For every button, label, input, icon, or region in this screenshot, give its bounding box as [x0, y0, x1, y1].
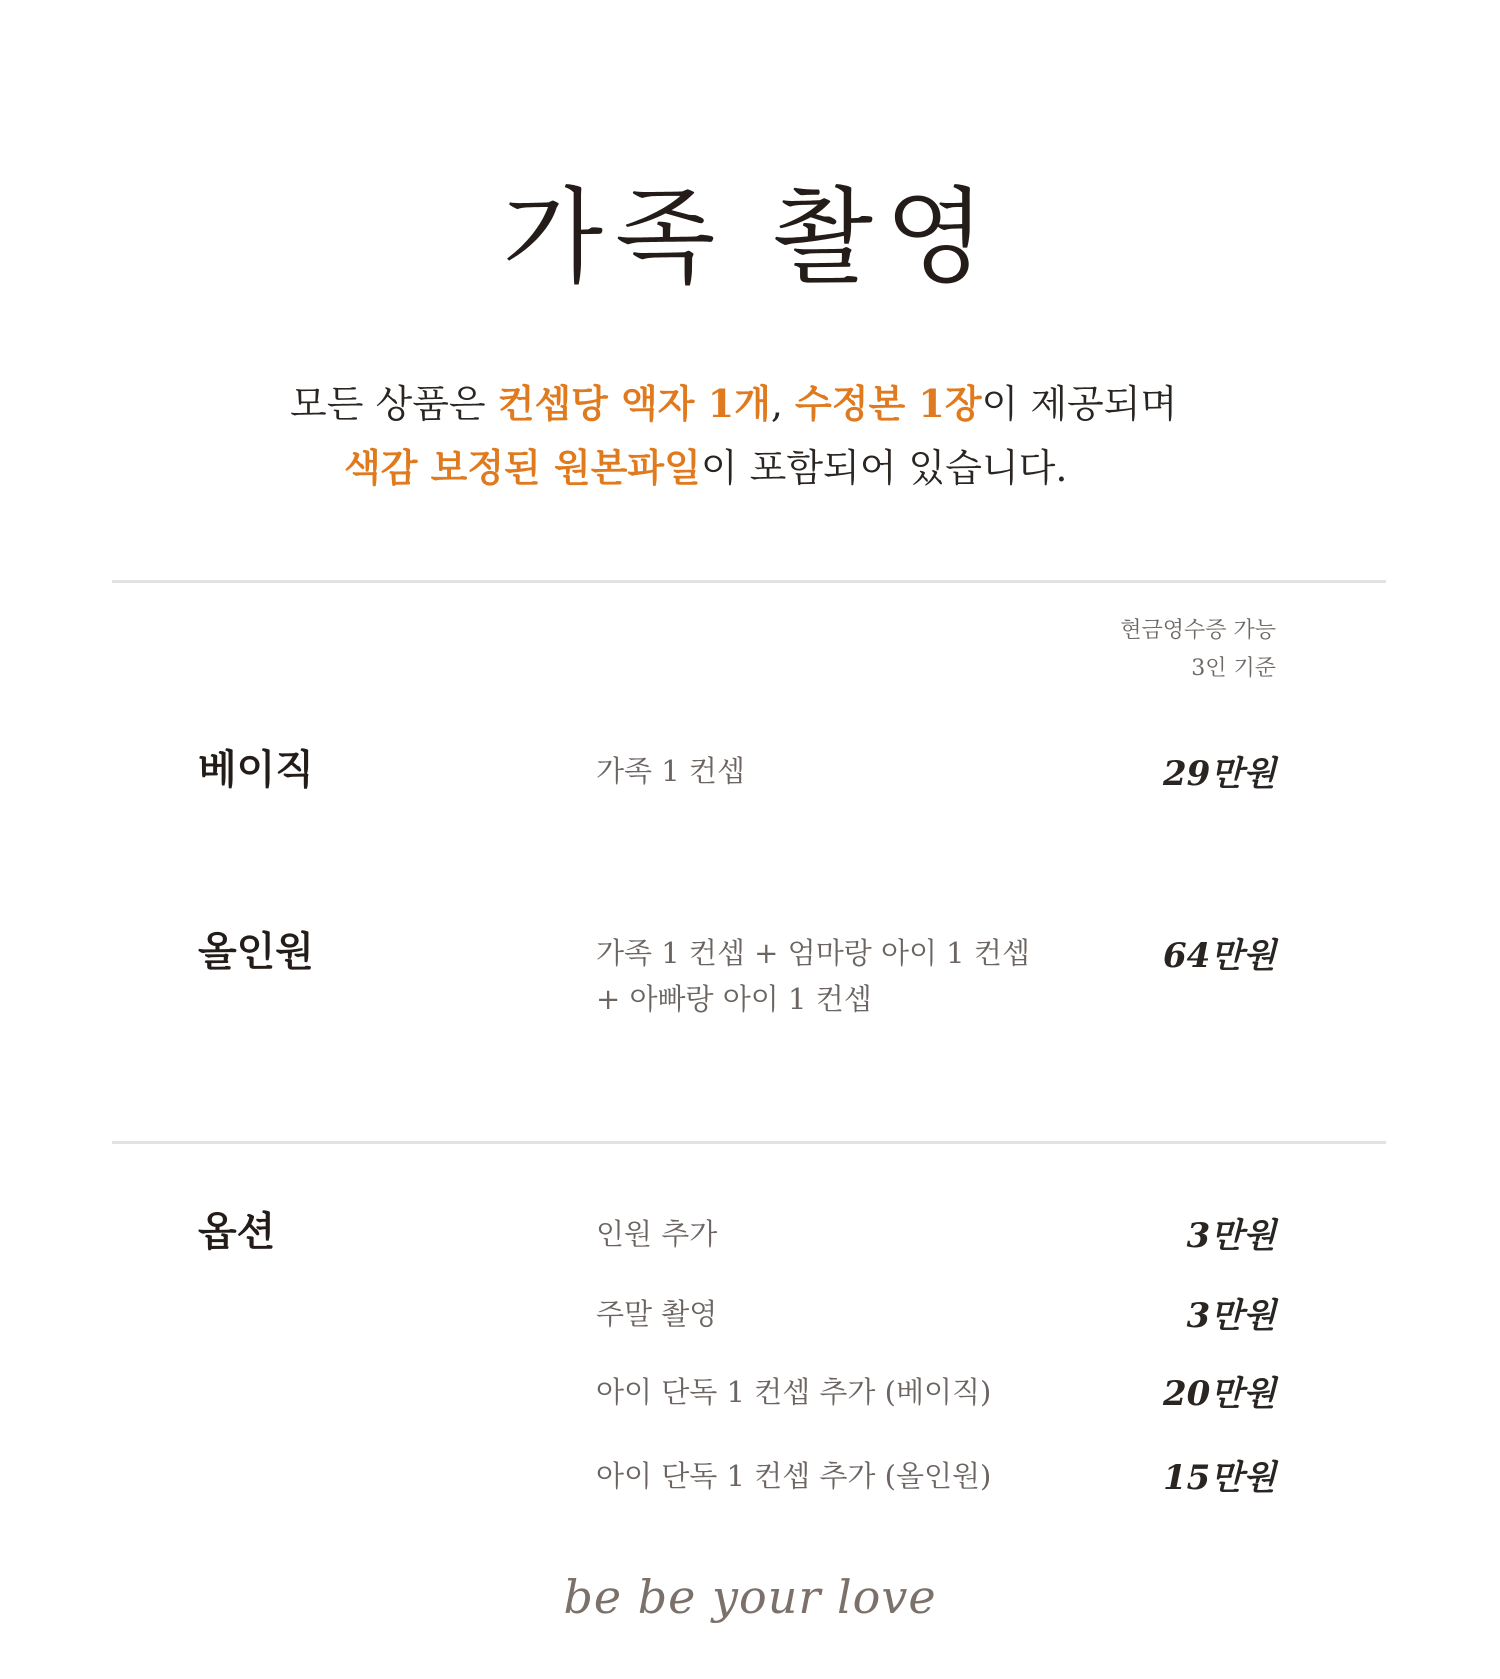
option-price: 3만원 [1186, 1216, 1276, 1256]
package-allinone-name: 올인원 [198, 928, 314, 975]
intro-line-2 [344, 436, 1067, 500]
cash-receipt-note: 현금영수증 가능 [1120, 618, 1276, 643]
package-basic-price: 29만원 [1162, 754, 1276, 794]
option-label: 아이 단독 1 컨셉 추가 (베이직) [596, 1375, 992, 1409]
intro-highlight: 수정본 1장 [795, 381, 982, 426]
package-basic-desc [596, 748, 745, 794]
package-desc-line: 가족 1 컨셉 [596, 754, 745, 788]
package-allinone-desc [596, 930, 1030, 1022]
basis-note: 3인 기준 [1191, 656, 1276, 681]
intro-segment: 이 제공되며 [981, 382, 1178, 426]
option-label: 아이 단독 1 컨셉 추가 (올인원) [596, 1459, 992, 1493]
signature: be be your love [563, 1570, 937, 1624]
intro-highlight: 색감 보정된 원본파일 [344, 445, 701, 490]
package-desc-line: 가족 1 컨셉 + 엄마랑 아이 1 컨셉 [596, 936, 1030, 970]
package-allinone-price: 64만원 [1162, 936, 1276, 976]
intro-highlight: 컨셉당 액자 1개 [497, 381, 771, 426]
intro-segment: 모든 상품은 [290, 382, 498, 426]
package-desc-line: + 아빠랑 아이 1 컨셉 [596, 982, 872, 1016]
option-price: 3만원 [1186, 1296, 1276, 1336]
divider-top [112, 580, 1386, 583]
divider-options [112, 1141, 1386, 1144]
package-basic-name: 베이직 [198, 746, 314, 793]
page-title: 가족 촬영 [502, 176, 998, 298]
option-price: 15만원 [1162, 1458, 1276, 1498]
intro-segment: , [770, 382, 796, 426]
intro-segment: 이 포함되어 있습니다. [700, 446, 1068, 490]
option-label: 인원 추가 [596, 1217, 718, 1251]
option-price: 20만원 [1162, 1374, 1276, 1414]
option-label: 주말 촬영 [596, 1297, 718, 1331]
intro-line-1 [290, 372, 1177, 436]
options-heading: 옵션 [198, 1208, 276, 1255]
